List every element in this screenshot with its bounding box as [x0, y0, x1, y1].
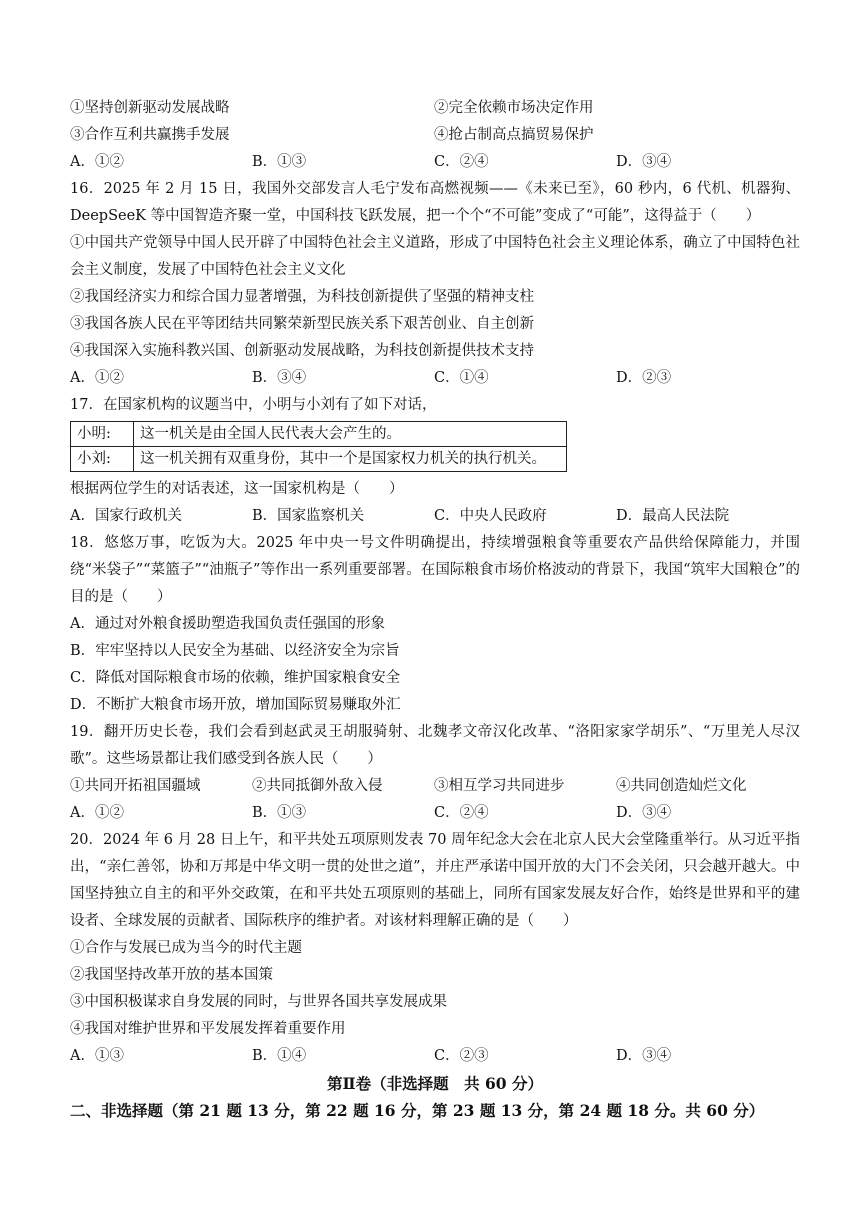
part-title: 二、非选择题（第 21 题 13 分，第 22 题 16 分，第 23 题 13 分，第 24 题 18 分。共 60 分）: [70, 1101, 765, 1120]
q19-option-d: D．③④: [616, 805, 672, 821]
q15-options: [70, 149, 800, 176]
q15-option-d: D．③④: [616, 154, 672, 170]
q15-option-b: B．①③: [252, 154, 307, 170]
q15-statements-row2: [70, 122, 800, 149]
q16-stem: 16．2025 年 2 月 15 日，我国外交部发言人毛宁发布高燃视频——《未来已至》，60 秒内，6 代机、机器狗、DeepSeeK 等中国智造齐聚一堂，中国科技飞跃发展，把一个个“不可能”变成了“可能”，这得益于（ ）: [70, 181, 800, 224]
q19-statements: [70, 773, 800, 800]
q15-statement-1: ①坚持创新驱动发展战略: [70, 100, 230, 116]
q17-stem: 17．在国家机构的议题当中，小明与小刘有了如下对话，: [70, 397, 437, 413]
q18-option-c: C．降低对国际粮食市场的依赖，维护国家粮食安全: [70, 670, 401, 686]
q17-option-b: B．国家监察机关: [252, 508, 365, 524]
q16-statement-2: ②我国经济实力和综合国力显著增强，为科技创新提供了坚强的精神支柱: [70, 289, 534, 305]
q20-stem: 20．2024 年 6 月 28 日上午，和平共处五项原则发表 70 周年纪念大会在北京人民大会堂隆重举行。从习近平指出，“亲仁善邻，协和万邦是中华文明一贯的处世之道”，并庄严承诺中国开放的大门不会关闭，只会越开越大。中国坚持独立自主的和平外交政策，在和平共处五项原则的基础上，同所有国家发展友好合作，始终是世界和平的建设者、全球发展的贡献者、国际秩序的维护者。对该材料理解正确的是（ ）: [70, 832, 800, 929]
q19-statement-2: ②共同抵御外敌入侵: [252, 778, 383, 794]
q20-option-b: B．①④: [252, 1048, 307, 1064]
q20-options: [70, 1043, 800, 1070]
q16-options: [70, 365, 800, 392]
q20-statement-2: ②我国坚持改革开放的基本国策: [70, 967, 273, 983]
q17-speaker-xiaoliu: 小刘:: [71, 447, 134, 472]
q17-line-xiaoliu: 这一机关拥有双重身份，其中一个是国家权力机关的执行机关。: [134, 447, 567, 472]
q15-option-a: A．①②: [70, 154, 124, 170]
q19-options: [70, 800, 800, 827]
q16-statement-4: ④我国深入实施科教兴国、创新驱动发展战略，为科技创新提供技术支持: [70, 343, 534, 359]
q18-option-d: D．不断扩大粮食市场开放，增加国际贸易赚取外汇: [70, 697, 401, 713]
q20-option-d: D．③④: [616, 1048, 672, 1064]
q17-option-d: D．最高人民法院: [616, 508, 730, 524]
q17-options: [70, 503, 800, 530]
q20-statement-1: ①合作与发展已成为当今的时代主题: [70, 940, 302, 956]
q19-option-c: C．②④: [434, 805, 489, 821]
q19-statement-4: ④共同创造灿烂文化: [616, 778, 747, 794]
q19-stem: 19．翻开历史长卷，我们会看到赵武灵王胡服骑射、北魏孝文帝汉化改革、“洛阳家家学胡乐”、“万里羌人尽汉歌”。这些场景都让我们感受到各族人民（ ）: [70, 724, 800, 767]
q17-dialogue-row: [71, 447, 567, 472]
q16-option-a: A．①②: [70, 370, 124, 386]
q15-statement-4: ④抢占制高点搞贸易保护: [434, 127, 594, 143]
q19-option-b: B．①③: [252, 805, 307, 821]
q17-question: 根据两位学生的对话表述，这一国家机构是（ ）: [70, 481, 404, 497]
q19-statement-1: ①共同开拓祖国疆域: [70, 778, 201, 794]
q17-option-a: A．国家行政机关: [70, 508, 182, 524]
q16-option-b: B．③④: [252, 370, 307, 386]
q17-option-c: C．中央人民政府: [434, 508, 547, 524]
q17-speaker-xiaoming: 小明:: [71, 422, 134, 447]
q20-option-c: C．②③: [434, 1048, 489, 1064]
exam-page: [70, 95, 800, 1125]
q15-statement-2: ②完全依赖市场决定作用: [434, 100, 594, 116]
q18-stem: 18．悠悠万事，吃饭为大。2025 年中央一号文件明确提出，持续增强粮食等重要农产品供给保障能力，并围绕“米袋子”“菜篮子”“油瓶子”等作出一系列重要部署。在国际粮食市场价格波动的背景下，我国“筑牢大国粮仓”的目的是（ ）: [70, 535, 800, 605]
q20-statement-4: ④我国对维护世界和平发展发挥着重要作用: [70, 1021, 346, 1037]
q17-dialogue-row: [71, 422, 567, 447]
q20-statement-3: ③中国积极谋求自身发展的同时，与世界各国共享发展成果: [70, 994, 447, 1010]
q18-option-b: B．牢牢坚持以人民安全为基础、以经济安全为宗旨: [70, 643, 400, 659]
q16-statement-3: ③我国各族人民在平等团结共同繁荣新型民族关系下艰苦创业、自主创新: [70, 316, 534, 332]
q19-statement-3: ③相互学习共同进步: [434, 778, 565, 794]
q17-dialogue-table: [70, 421, 567, 472]
q16-option-d: D．②③: [616, 370, 672, 386]
q19-option-a: A．①②: [70, 805, 124, 821]
q18-option-a: A．通过对外粮食援助塑造我国负责任强国的形象: [70, 616, 385, 632]
q16-option-c: C．①④: [434, 370, 489, 386]
section-title: 第Ⅱ卷（非选择题 共 60 分）: [327, 1074, 543, 1093]
q16-statement-1: ①中国共产党领导中国人民开辟了中国特色社会主义道路，形成了中国特色社会主义理论体系，确立了中国特色社会主义制度，发展了中国特色社会主义文化: [70, 235, 800, 278]
q15-statements-row1: [70, 95, 800, 122]
q17-line-xiaoming: 这一机关是由全国人民代表大会产生的。: [134, 422, 567, 447]
q15-statement-3: ③合作互利共赢携手发展: [70, 127, 230, 143]
q20-option-a: A．①③: [70, 1048, 124, 1064]
q15-option-c: C．②④: [434, 154, 489, 170]
